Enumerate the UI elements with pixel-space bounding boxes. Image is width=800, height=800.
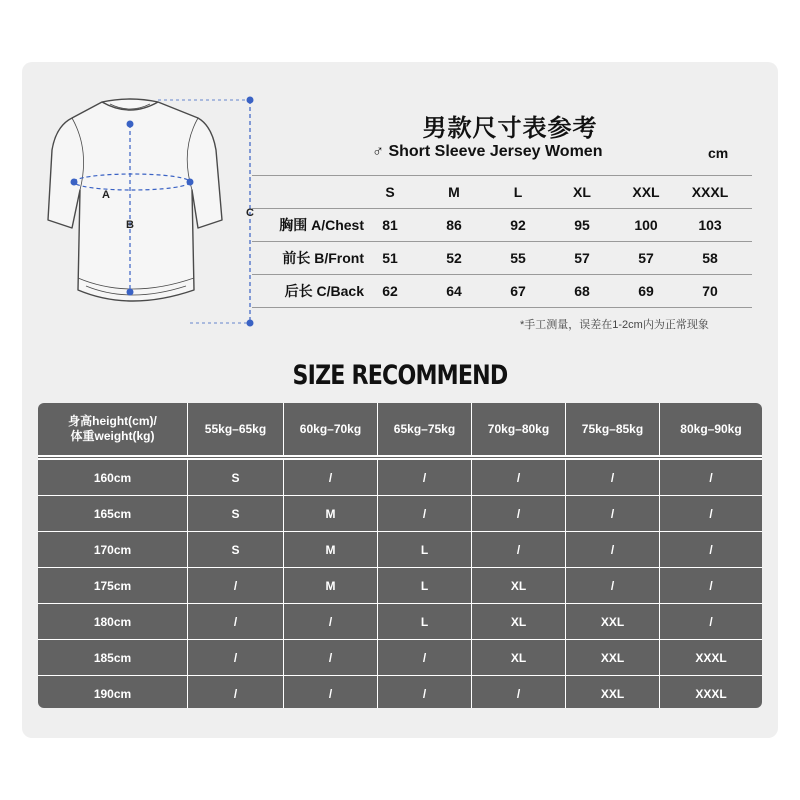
size-cell: / bbox=[659, 460, 762, 495]
table-cell: 52 bbox=[446, 250, 462, 266]
measurement-row-front bbox=[252, 241, 752, 274]
size-cell: / bbox=[659, 604, 762, 639]
row-label: 胸围 A/Chest bbox=[279, 217, 364, 233]
size-cell: / bbox=[471, 532, 565, 567]
size-header: L bbox=[513, 184, 523, 200]
size-cell: XXXL bbox=[659, 676, 762, 708]
weight-header: 60kg–70kg bbox=[283, 403, 377, 455]
size-cell: / bbox=[377, 676, 471, 708]
size-cell: / bbox=[565, 532, 659, 567]
table-cell: 100 bbox=[634, 217, 658, 233]
recommend-header-row bbox=[38, 403, 762, 455]
height-cell: 175cm bbox=[93, 578, 132, 593]
table-row bbox=[38, 676, 762, 708]
measurement-row-back bbox=[252, 274, 752, 308]
measurement-row-chest bbox=[252, 208, 752, 241]
height-cell: 170cm bbox=[93, 542, 132, 557]
size-cell: XXL bbox=[565, 676, 659, 708]
row-label: 前长 B/Front bbox=[282, 250, 364, 266]
size-cell: / bbox=[283, 640, 377, 675]
size-recommend-title: SIZE RECOMMEND bbox=[292, 360, 508, 391]
size-cell: / bbox=[471, 676, 565, 708]
label-a: A bbox=[102, 189, 110, 201]
size-cell: / bbox=[565, 496, 659, 531]
header-line1: 身高height(cm)/ bbox=[68, 414, 157, 428]
table-row bbox=[38, 460, 762, 495]
size-header: M bbox=[448, 184, 460, 200]
table-row bbox=[38, 496, 762, 531]
size-cell: / bbox=[377, 460, 471, 495]
height-cell: 160cm bbox=[93, 470, 132, 485]
weight-header: 55kg–65kg bbox=[187, 403, 283, 455]
size-header: XXL bbox=[632, 184, 660, 200]
measurement-table bbox=[252, 175, 752, 308]
size-cell: XL bbox=[471, 568, 565, 603]
table-cell: 86 bbox=[446, 217, 462, 233]
table-cell: 57 bbox=[638, 250, 654, 266]
table-cell: 70 bbox=[702, 283, 718, 299]
size-cell: / bbox=[187, 568, 283, 603]
size-cell: S bbox=[187, 460, 283, 495]
row-label: 后长 C/Back bbox=[284, 283, 364, 299]
size-cell: M bbox=[283, 568, 377, 603]
chart-subtitle: ♂ Short Sleeve Jersey Women bbox=[372, 143, 603, 160]
size-cell: / bbox=[565, 460, 659, 495]
table-cell: 68 bbox=[574, 283, 590, 299]
height-cell: 185cm bbox=[93, 650, 132, 665]
size-cell: XL bbox=[471, 640, 565, 675]
weight-header: 75kg–85kg bbox=[565, 403, 659, 455]
size-cell: XXL bbox=[565, 640, 659, 675]
size-cell: L bbox=[377, 532, 471, 567]
table-row bbox=[38, 604, 762, 639]
table-cell: 62 bbox=[382, 283, 398, 299]
height-cell: 190cm bbox=[93, 686, 132, 701]
table-row bbox=[38, 640, 762, 675]
size-cell: M bbox=[283, 496, 377, 531]
table-row bbox=[38, 532, 762, 567]
size-header: XL bbox=[573, 184, 591, 200]
label-c: C bbox=[246, 207, 254, 219]
measurement-header-row bbox=[252, 175, 752, 208]
size-header: XXXL bbox=[691, 184, 729, 200]
size-cell: / bbox=[565, 568, 659, 603]
table-row bbox=[38, 568, 762, 603]
size-cell: / bbox=[283, 460, 377, 495]
size-cell: / bbox=[659, 568, 762, 603]
size-cell: / bbox=[659, 496, 762, 531]
header-label bbox=[38, 403, 187, 455]
label-b: B bbox=[126, 219, 134, 231]
chart-title-zh: 男款尺寸表参考 bbox=[422, 115, 598, 142]
table-cell: 51 bbox=[382, 250, 398, 266]
size-cell: / bbox=[471, 496, 565, 531]
weight-header: 80kg–90kg bbox=[659, 403, 762, 455]
size-cell: / bbox=[377, 496, 471, 531]
size-cell: / bbox=[659, 532, 762, 567]
size-cell: M bbox=[283, 532, 377, 567]
jersey-diagram bbox=[30, 90, 270, 340]
height-cell: 180cm bbox=[93, 614, 132, 629]
size-cell: L bbox=[377, 604, 471, 639]
table-cell: 67 bbox=[510, 283, 526, 299]
size-cell: XL bbox=[471, 604, 565, 639]
table-cell: 95 bbox=[574, 217, 590, 233]
size-cell: / bbox=[283, 676, 377, 708]
table-cell: 57 bbox=[574, 250, 590, 266]
size-cell: / bbox=[187, 640, 283, 675]
recommend-table bbox=[38, 403, 762, 708]
measurement-note: *手工测量，误差在1-2cm内为正常现象 bbox=[520, 319, 709, 331]
size-cell: L bbox=[377, 568, 471, 603]
size-cell: XXXL bbox=[659, 640, 762, 675]
row-divider bbox=[38, 455, 762, 457]
table-cell: 55 bbox=[510, 250, 526, 266]
table-cell: 69 bbox=[638, 283, 654, 299]
height-cell: 165cm bbox=[93, 506, 132, 521]
size-cell: / bbox=[187, 676, 283, 708]
size-cell: / bbox=[377, 640, 471, 675]
header-line2: 体重weight(kg) bbox=[70, 429, 155, 443]
table-cell: 103 bbox=[698, 217, 722, 233]
size-cell: / bbox=[283, 604, 377, 639]
table-cell: 92 bbox=[510, 217, 526, 233]
size-cell: S bbox=[187, 496, 283, 531]
weight-header: 70kg–80kg bbox=[471, 403, 565, 455]
size-cell: / bbox=[471, 460, 565, 495]
table-cell: 81 bbox=[382, 217, 398, 233]
size-cell: S bbox=[187, 532, 283, 567]
size-header: S bbox=[385, 184, 395, 200]
size-cell: / bbox=[187, 604, 283, 639]
table-cell: 64 bbox=[446, 283, 462, 299]
weight-header: 65kg–75kg bbox=[377, 403, 471, 455]
unit-label: cm bbox=[708, 145, 729, 161]
size-cell: XXL bbox=[565, 604, 659, 639]
table-cell: 58 bbox=[702, 250, 718, 266]
